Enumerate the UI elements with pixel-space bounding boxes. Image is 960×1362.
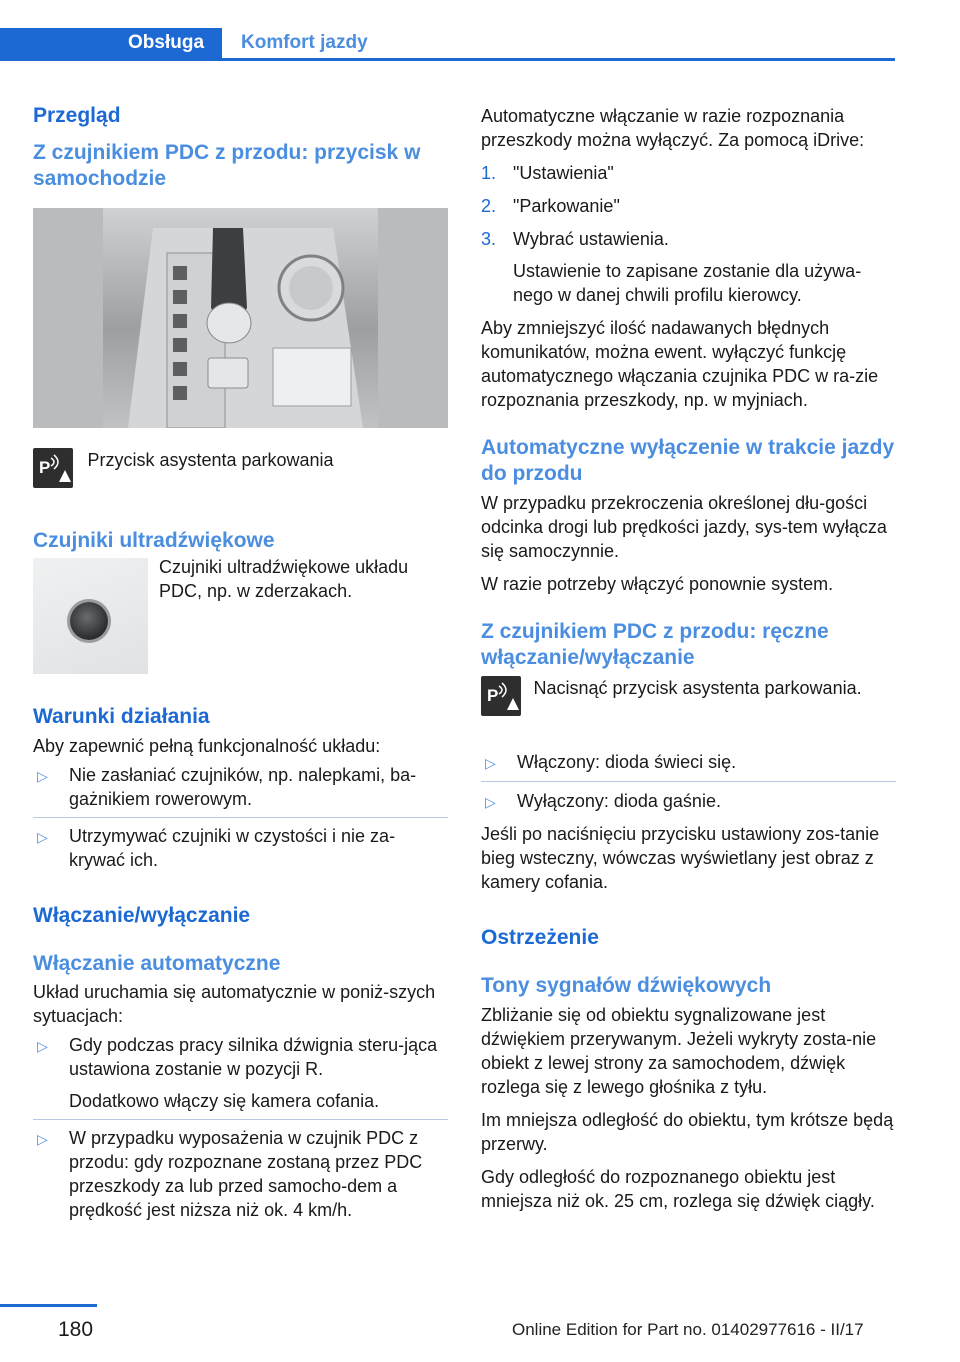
list-item: 2. "Parkowanie" bbox=[481, 196, 620, 216]
paragraph-auto-off: W przypadku przekroczenia określonej dłu-gości odcinka drogi lub prędkości jazdy, sys-tem wyłącza się samoczynnie. bbox=[481, 493, 887, 561]
paragraph-tones-1: Zbliżanie się od obiektu sygnalizowane jest dźwiękiem przerywanym. Jeżeli wykryty zosta-nie obiekt z lewej strony za samochodem, dźwięk rozlega się z lewego głośnika z tyłu. bbox=[481, 1005, 877, 1097]
list-item: ▷ Wyłączony: dioda gaśnie. bbox=[481, 781, 896, 813]
list-item: 3. Wybrać ustawienia. Ustawienie to zapisane zostanie dla używa-nego w danej chwili profilu kierowcy. bbox=[481, 227, 896, 307]
paragraph-reenable: W razie potrzeby włączyć ponownie system. bbox=[481, 574, 834, 594]
list-item: ▷ W przypadku wyposażenia w czujnik PDC z przodu: gdy rozpoznane zostaną przez PDC przeszkody za lub przed samocho-dem a prędkość jest niższa niż ok. 4 km/h. bbox=[33, 1119, 448, 1222]
triangle-bullet-icon: ▷ bbox=[485, 755, 496, 771]
idrive-intro: Automatyczne włączanie w razie rozpoznania przeszkody można wyłączyć. Za pomocą iDrive: bbox=[481, 106, 865, 150]
heading-auto-on: Włączanie automatyczne bbox=[33, 952, 281, 975]
footer-rule bbox=[0, 1304, 97, 1307]
triangle-bullet-icon: ▷ bbox=[37, 768, 48, 784]
step-note: Ustawienie to zapisane zostanie dla używa-nego w danej chwili profilu kierowcy. bbox=[513, 261, 862, 305]
auto-list bbox=[33, 1033, 448, 1222]
auto-item-note: Dodatkowo włączy się kamera cofania. bbox=[69, 1091, 380, 1111]
right-column bbox=[481, 100, 896, 1213]
manual-list bbox=[481, 750, 896, 813]
paragraph-errors: Aby zmniejszyć ilość nadawanych błędnych komunikatów, można ewent. wyłączyć funkcję automatycznego włączania czujnika PDC w ra-zie rozpoznania przeszkody, np. w myjniach. bbox=[481, 318, 879, 410]
manual-row bbox=[481, 676, 896, 736]
icon-caption: Przycisk asystenta parkowania bbox=[87, 450, 334, 470]
conditions-intro: Aby zapewnić pełną funkcjonalność układu: bbox=[33, 736, 381, 756]
top-tab-bar bbox=[0, 0, 960, 62]
list-item: ▷ Włączony: dioda świeci się. bbox=[481, 750, 896, 781]
ultrasonic-sensor-image bbox=[33, 558, 148, 674]
button-caption-row bbox=[33, 448, 448, 488]
list-item: ▷ Utrzymywać czujniki w czystości i nie za-krywać ich. bbox=[33, 817, 448, 872]
gear-console-photo bbox=[33, 208, 448, 428]
idrive-steps bbox=[481, 161, 896, 307]
parking-assist-icon bbox=[481, 676, 521, 716]
heading-manual: Z czujnikiem PDC z przodu: ręczne włączanie/wyłączanie bbox=[481, 620, 829, 669]
edition-footer: Online Edition for Part no. 01402977616 - II/17 bbox=[512, 1320, 864, 1339]
tab-obsluga[interactable]: Obsługa bbox=[0, 28, 222, 60]
page-number: 180 bbox=[58, 1318, 94, 1341]
paragraph-tones-3: Gdy odległość do rozpoznanego obiektu jest mniejsza niż ok. 25 cm, rozlega się dźwięk ciągły. bbox=[481, 1167, 875, 1211]
list-item: ▷ Gdy podczas pracy silnika dźwignia steru-jąca ustawiona zostanie w pozycji R. Dodatkowo włączy się kamera cofania. bbox=[33, 1033, 448, 1119]
paragraph-reverse: Jeśli po naciśnięciu przycisku ustawiony zos-tanie bieg wsteczny, wówczas wyświetlany jest obraz z kamery cofania. bbox=[481, 824, 880, 892]
list-item: ▷ Nie zasłaniać czujników, np. nalepkami, ba-gażnikiem rowerowym. bbox=[37, 765, 417, 809]
list-item: 1. "Ustawienia" bbox=[481, 163, 614, 183]
svg-text:P: P bbox=[39, 458, 51, 477]
svg-text:P: P bbox=[487, 686, 499, 705]
heading-auto-off: Automatyczne wyłączenie w trakcie jazdy do przodu bbox=[481, 436, 895, 485]
heading-front-button: Z czujnikiem PDC z przodu: przycisk w samochodzie bbox=[33, 141, 421, 190]
auto-intro: Układ uruchamia się automatycznie w poniż-szych sytuacjach: bbox=[33, 982, 436, 1026]
heading-conditions: Warunki działania bbox=[33, 705, 210, 728]
parking-assist-icon bbox=[33, 448, 73, 488]
left-column bbox=[33, 100, 448, 1222]
conditions-list bbox=[33, 763, 448, 872]
manual-text: Nacisnąć przycisk asystenta parkowania. bbox=[533, 678, 862, 698]
heading-onoff: Włączanie/wyłączanie bbox=[33, 904, 251, 927]
triangle-bullet-icon: ▷ bbox=[37, 1038, 48, 1054]
paragraph-tones-2: Im mniejsza odległość do obiektu, tym krótsze będą przerwy. bbox=[481, 1110, 894, 1154]
heading-przeglad: Przegląd bbox=[33, 104, 121, 127]
heading-sensors: Czujniki ultradźwiękowe bbox=[33, 529, 275, 552]
sensors-block bbox=[33, 558, 448, 674]
header-rule bbox=[0, 58, 895, 61]
heading-tones: Tony sygnałów dźwiękowych bbox=[481, 974, 772, 997]
tab-komfort-jazdy[interactable]: Komfort jazdy bbox=[241, 32, 368, 53]
heading-warning: Ostrzeżenie bbox=[481, 926, 599, 949]
sensors-text: Czujniki ultradźwiękowe układu PDC, np. w zderzakach. bbox=[159, 557, 409, 601]
triangle-bullet-icon: ▷ bbox=[485, 794, 496, 810]
triangle-bullet-icon: ▷ bbox=[37, 1131, 48, 1147]
triangle-bullet-icon: ▷ bbox=[37, 829, 48, 845]
